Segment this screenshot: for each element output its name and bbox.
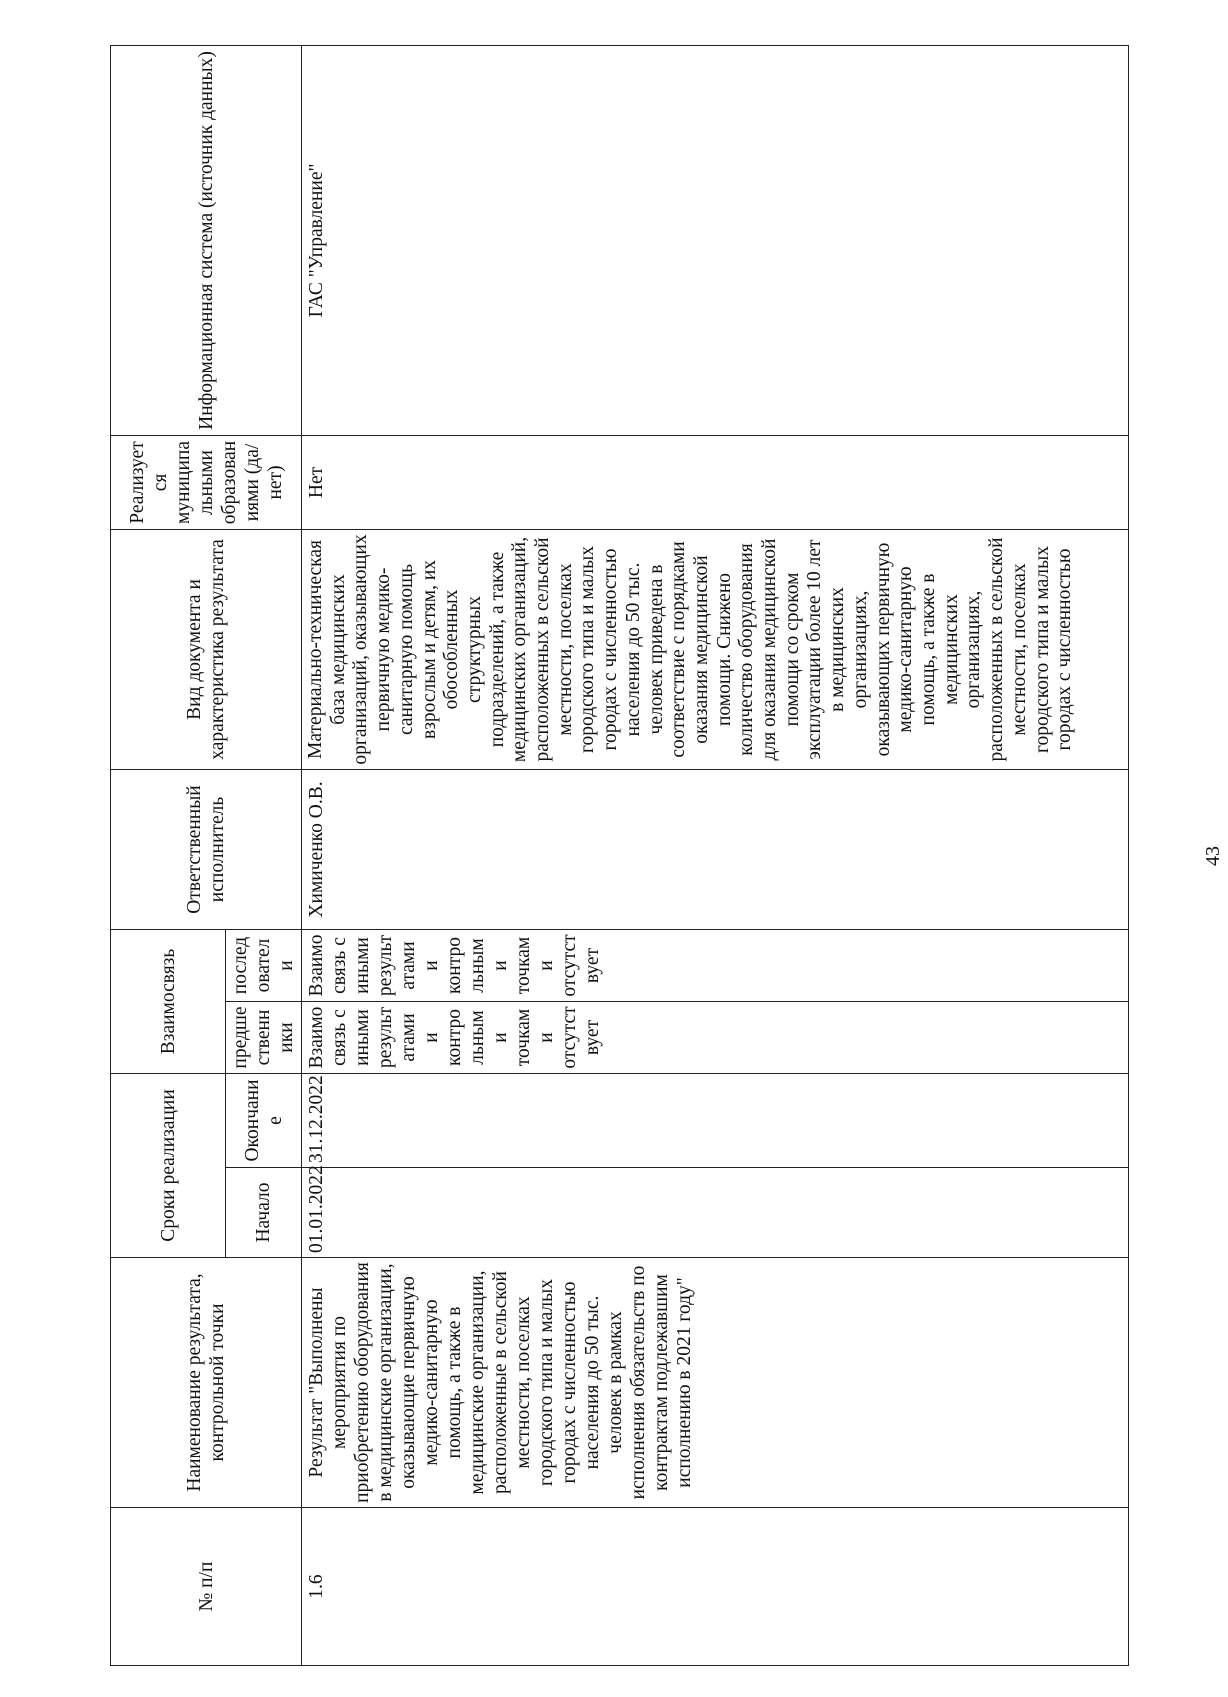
header-relation: Взаимосвязь (111, 929, 226, 1073)
header-responsible: Ответственный исполнитель (111, 769, 302, 929)
cell-num: 1.6 (302, 1508, 1129, 1666)
header-name: Наименование результата, контрольной точки (111, 1258, 302, 1508)
header-predecessors: предшественники (226, 1002, 302, 1074)
table-row (302, 45, 1129, 1665)
header-document: Вид документа и характеристика результата (111, 529, 302, 769)
header-start: Начало (226, 1168, 302, 1258)
cell-municipal: Нет (302, 435, 1129, 529)
rotated-landscape-sheet (110, 46, 1224, 1666)
page-number: 43 (1202, 846, 1224, 866)
cell-document: Материально-техническая база медицинских организаций, оказывающих первичную медико-санитарную помощь взрослым и детям, их обособленных структурных подразделений, а также медицинских организаций, расположенных в сельской местности, поселках городского типа и малых городах с численностью населения до 50 тыс. человек приведена в соответствие с порядками оказания медицинской помощи. Снижено количество оборудования для оказания медицинской помощи со сроком эксплуатации более 10 лет в медицинских организациях, оказывающих первичную медико-санитарную помощь, а также в медицинских организациях, расположенных в сельской местности, поселках городского типа и малых городах с численностью (302, 529, 1129, 769)
header-municipal: Реализуется муниципальными образованиями (да/нет) (111, 435, 302, 529)
header-end: Окончание (226, 1074, 302, 1168)
header-num: № п/п (111, 1508, 302, 1666)
cell-predecessors: Взаимосвязь с иными результатами и контрольными точками отсутствует (302, 1002, 1129, 1074)
implementation-plan-table (110, 45, 1129, 1666)
header-row-top (111, 45, 226, 1665)
cell-responsible: Химиченко О.В. (302, 769, 1129, 929)
header-terms: Сроки реализации (111, 1074, 226, 1258)
header-infosystem: Информационная система (источник данных) (111, 45, 302, 435)
cell-successors: Взаимосвязь с иными результатами и контрольными точками отсутствует (302, 929, 1129, 1001)
cell-name: Результат "Выполнены мероприятия по приобретению оборудования в медицинские организации, оказывающие первичную медико-санитарную помощь, а также в медицинские организации, расположенные в сельской местности, поселках городского типа и малых городах с численностью населения до 50 тыс. человек в рамках исполнения обязательств по контрактам подлежавшим исполнению в 2021 году" (302, 1258, 1129, 1508)
cell-infosystem: ГАС "Управление" (302, 45, 1129, 435)
header-successors: последователи (226, 929, 302, 1001)
cell-end: 31.12.2022 (302, 1074, 1129, 1168)
cell-start: 01.01.2022 (302, 1168, 1129, 1258)
